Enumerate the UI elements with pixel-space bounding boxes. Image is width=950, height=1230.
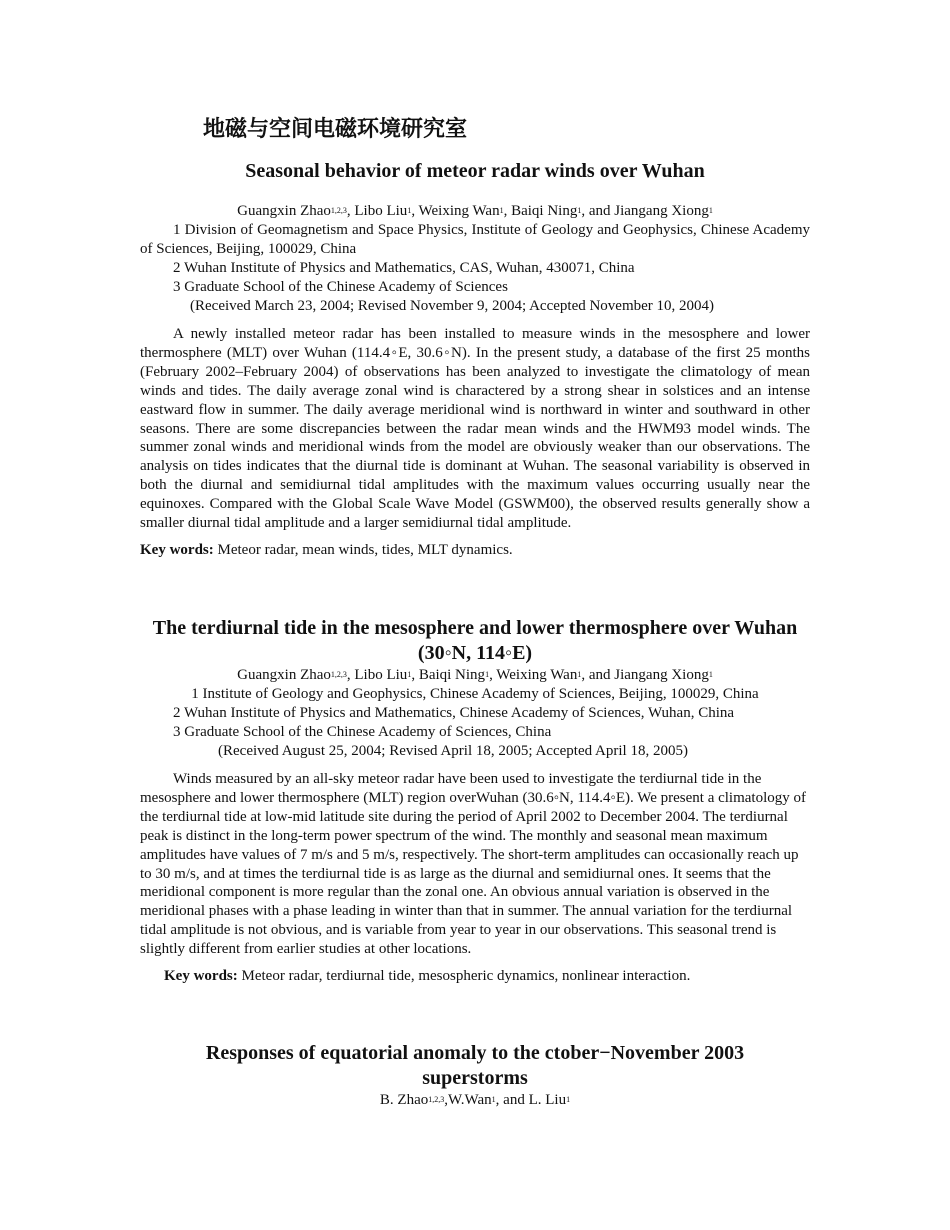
author: Guangxin Zhao bbox=[237, 203, 331, 219]
affiliation: 3 Graduate School of the Chinese Academy of Sciences bbox=[173, 279, 508, 295]
paper-3 bbox=[140, 1041, 810, 1110]
paper-2-abstract: Winds measured by an all-sky meteor radar have been used to investigate the terdiurnal tide in the mesosphere and lower thermosphere (MLT) region overWuhan (30.6◦N, 114.4◦E). We present a climatology of the terdiurnal tide at low-mid latitude site during the period of April 2002 to December 2004. The terdiurnal peak is distinct in the long-term power spectrum of the wind. The monthly and seasonal mean maximum amplitudes have values of 7 m/s and 5 m/s, respectively. The short-term amplitudes can occasionally reach up to 30 m/s, and at times the terdiurnal tide is as large as the diurnal and semidiurnal ones. It seems that the meridional component is more regular than the zonal one. An obvious annual variation is observed in the meridional phases with a phase leading in winter than that in summer. The annual variation for the terdiurnal tidal amplitude is not obvious, and is variable from year to year in our observations. This seasonal trend is slightly different from earlier studies at other locations. bbox=[140, 771, 806, 958]
author-sep: , bbox=[444, 1092, 448, 1108]
author-sup: 1,2,3 bbox=[330, 670, 347, 679]
author: Libo Liu bbox=[354, 667, 408, 683]
author-sup: 1 bbox=[491, 1095, 496, 1104]
author-sep: , bbox=[346, 203, 355, 219]
author: Baiqi Ning bbox=[418, 667, 486, 683]
author-sup: 1 bbox=[566, 1095, 571, 1104]
author-sup: 1 bbox=[407, 206, 412, 215]
keywords-label: Key words: bbox=[140, 541, 214, 558]
author-sep: , bbox=[411, 667, 419, 683]
paper-1-authors bbox=[140, 202, 810, 221]
affiliation: 3 Graduate School of the Chinese Academy of Sciences, China bbox=[173, 724, 552, 740]
author: W.Wan bbox=[448, 1092, 492, 1108]
keywords-label: Key words: bbox=[164, 968, 238, 985]
author-sep: , and bbox=[581, 667, 615, 683]
author: L. Liu bbox=[528, 1092, 567, 1108]
received-dates: (Received March 23, 2004; Revised November 9, 2004; Accepted November 10, 2004) bbox=[190, 298, 715, 314]
paper-1-abstract: A newly installed meteor radar has been installed to measure winds in the mesosphere and lower thermosphere (MLT) over Wuhan (114.4◦E, 30.6◦N). In the present study, a database of the first 25 months (February 2002–February 2004) of observations has been analyzed to investigate the climatology of mean winds and tides. The daily average zonal wind is charactered by a strong shear in solstices and an intense eastward flow in summer. The daily average meridional wind is northward in winter and southward in other seasons. There are some discrepancies between the radar mean winds and the HWM93 model winds. The summer zonal winds and meridional winds from the model are obviously weaker than our observations. The analysis on tides indicates that the diurnal tide is dominant at Wuhan. The seasonal variability is observed in both the diurnal and semidiurnal tidal amplitudes with the maximum values occurring usually near the equinoxes. Compared with the Global Scale Wave Model (GSWM00), the observed results generally show a smaller diurnal tidal amplitude and a larger semidiurnal tidal amplitude. bbox=[140, 326, 810, 532]
keywords-text: Meteor radar, mean winds, tides, MLT dynamics. bbox=[213, 541, 513, 558]
author-sep: , bbox=[489, 667, 497, 683]
author: Weixing Wan bbox=[496, 667, 578, 683]
paper-1 bbox=[140, 159, 810, 560]
author: Libo Liu bbox=[354, 203, 408, 219]
author: Baiqi Ning bbox=[511, 203, 578, 219]
affiliation: 2 Wuhan Institute of Physics and Mathematics, Chinese Academy of Sciences, Wuhan, China bbox=[173, 705, 735, 721]
paper-1-title: Seasonal behavior of meteor radar winds over Wuhan bbox=[245, 160, 705, 182]
author-sup: 1 bbox=[485, 670, 490, 679]
keywords-text: Meteor radar, terdiurnal tide, mesospheric dynamics, nonlinear interaction. bbox=[237, 968, 691, 985]
author-sep: , and bbox=[495, 1092, 529, 1108]
author-sup: 1 bbox=[708, 670, 713, 679]
author-sup: 1 bbox=[577, 206, 582, 215]
department-header: 地磁与空间电磁环境研究室 bbox=[202, 117, 467, 142]
author-sep: , bbox=[503, 203, 512, 219]
affiliation: 1 Institute of Geology and Geophysics, Chinese Academy of Sciences, Beijing, 100029, China bbox=[191, 686, 759, 702]
author-sep: , and bbox=[581, 203, 615, 219]
author-sup: 1 bbox=[577, 670, 582, 679]
author: Weixing Wan bbox=[418, 203, 500, 219]
author: Jiangang Xiong bbox=[614, 667, 709, 683]
author-sep: , bbox=[346, 667, 355, 683]
affiliation: 2 Wuhan Institute of Physics and Mathematics, CAS, Wuhan, 430071, China bbox=[173, 260, 635, 276]
author-sup: 1 bbox=[708, 206, 713, 215]
paper-2-authors bbox=[140, 666, 810, 685]
author-sup: 1 bbox=[407, 670, 412, 679]
author-sup: 1,2,3 bbox=[330, 206, 347, 215]
paper-2-title: The terdiurnal tide in the mesosphere and lower thermosphere over Wuhan (30◦N, 114◦E) bbox=[152, 617, 798, 664]
author: Guangxin Zhao bbox=[237, 667, 331, 683]
received-dates: (Received August 25, 2004; Revised April 18, 2005; Accepted April 18, 2005) bbox=[218, 743, 688, 759]
author: Jiangang Xiong bbox=[614, 203, 709, 219]
affiliation: 1 Division of Geomagnetism and Space Physics, Institute of Geology and Geophysics, Chinese Academy of Sciences, Beijing, 100029, China bbox=[140, 222, 810, 257]
paper-2 bbox=[140, 616, 810, 986]
author-sep: , bbox=[411, 203, 419, 219]
author: B. Zhao bbox=[379, 1092, 429, 1108]
paper-3-authors bbox=[140, 1091, 810, 1110]
paper-1-keywords bbox=[140, 541, 810, 560]
paper-3-title: Responses of equatorial anomaly to the ctober−November 2003 superstorms bbox=[205, 1042, 745, 1089]
author-sup: 1 bbox=[499, 206, 504, 215]
author-sup: 1,2,3 bbox=[428, 1095, 445, 1104]
paper-2-keywords bbox=[140, 967, 810, 986]
